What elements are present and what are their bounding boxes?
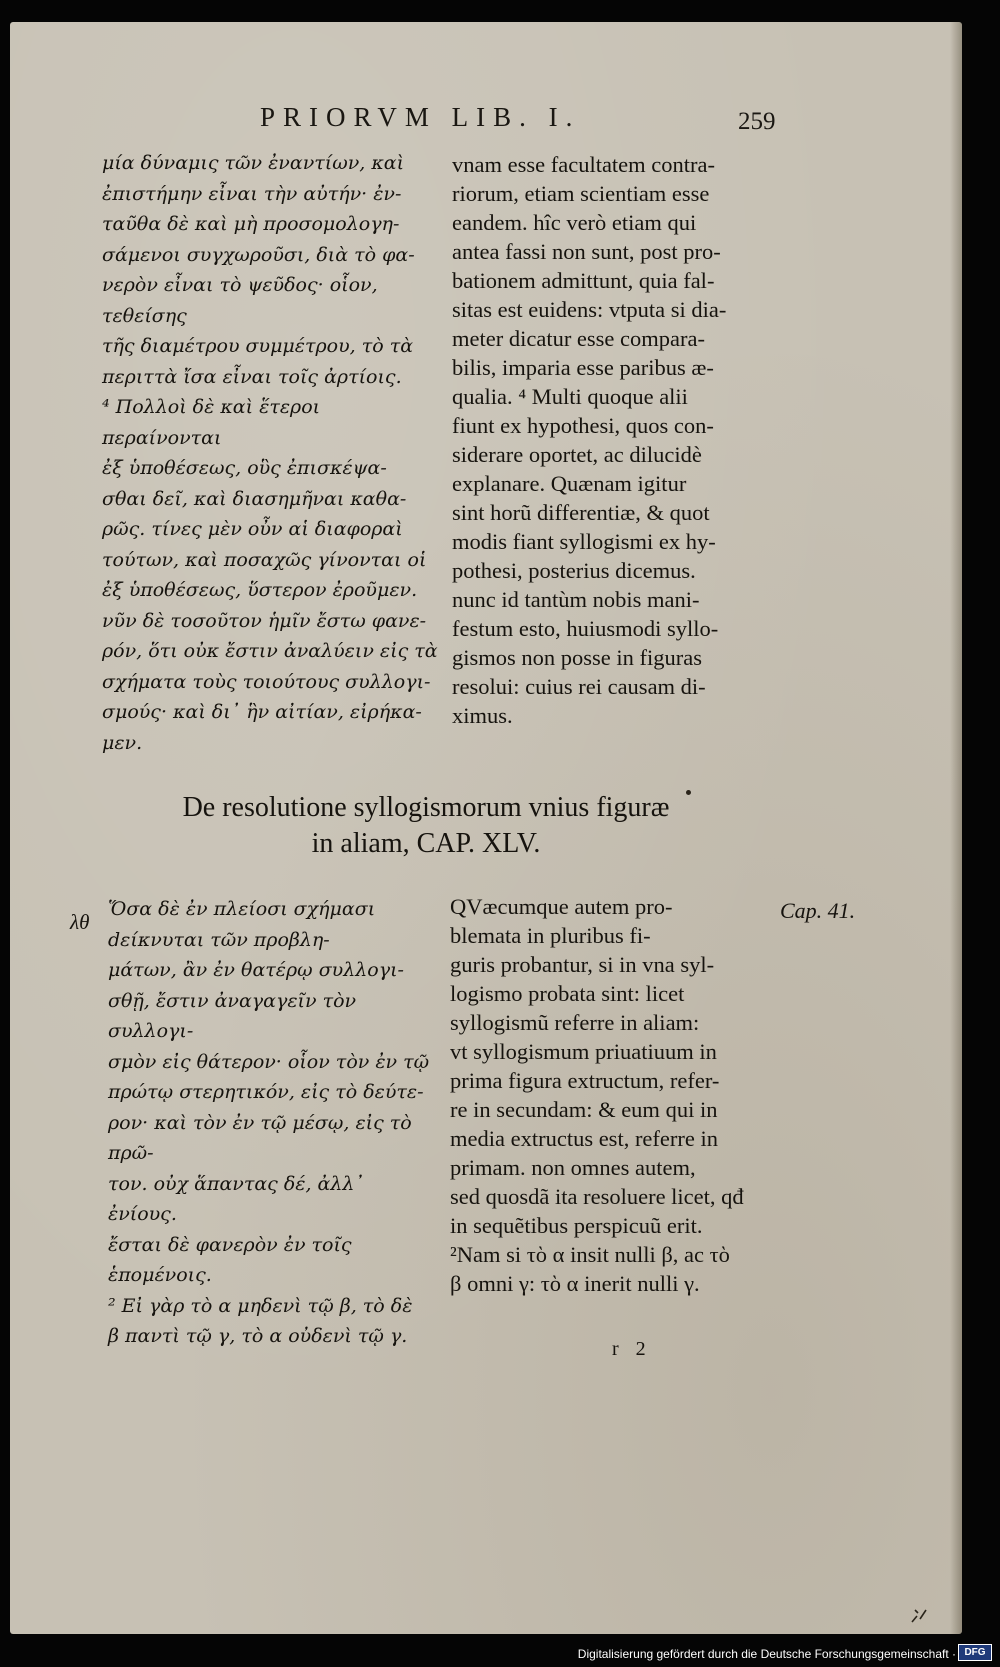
running-head: [10, 102, 962, 142]
latin-column-top: vnam esse facultatem contra- riorum, etiam scientiam esse eandem. hîc verò etiam qui antea fassi non sunt, post pro- bationem admittunt, quia fal- sitas est euidens: vtputa si dia- meter dicatur esse compara- bilis, imparia esse paribus æ- qualia. ⁴ Multi quoque alii fiunt ex hypothesi, quos con- siderare oportet, ac dilucidè explanare. Quænam igitur sint horũ differentiæ, & quot modis fiant syllogismi ex hy- pothesi, posterius dicemus. nunc id tantùm nobis mani- festum esto, huiusmodi syllo- gismos non posse in figuras resolui: cuius rei causam di- ximus.: [452, 152, 727, 728]
latin-column-bottom: QVæcumque autem pro- blemata in pluribus fi- guris probantur, si in vna syl- logismo probata sint: licet syllogismũ referre in aliam: vt syllogismum priuatiuum in prima figura extructum, refer- re in secundam: & eum qui in media extructus est, referre in primam. non omnes autem, sed quosdã ita resoluere licet, qđ in sequẽtibus perspicuũ erit. ²Nam si τὸ α insit nulli β, ac τὸ β omni γ: τὸ α inerit nulli γ.: [450, 894, 744, 1296]
dfg-logo: DFG: [958, 1644, 992, 1661]
book-page: [10, 22, 962, 1634]
greek-column-bottom: Ὅσα δὲ ἐν πλείοσι σχήμασι dείκνυται τῶν προβλη- μάτων, ἂν ἐν θατέρῳ συλλογι- σθῇ, ἔστιν ἀναγαγεῖν τὸν συλλογι- σμὸν εἰς θάτερον· οἷον τὸν ἐν τῷ πρώτῳ στερητικόν, εἰς τὸ δεύτε- ρον· καὶ τὸν ἐν τῷ μέσῳ, εἰς τὸ πρῶ- τον. οὐχ ἅπαντας δέ, ἀλλ᾽ ἐνίους. ἔσται δὲ φανερὸν ἐν τοῖς ἑπομένοις. ² Εἰ γὰρ τὸ α μηδενὶ τῷ β, τὸ δὲ β παντὶ τῷ γ, τὸ α οὐδενὶ τῷ γ.: [108, 898, 430, 1347]
margin-note-right: Cap. 41.: [780, 898, 856, 923]
signature-mark: r 2: [612, 1338, 652, 1360]
chapter-heading-line1: De resolutione syllogismorum vnius figuræ: [182, 792, 670, 823]
chapter-heading-line2: in aliam, CAP. XLV.: [311, 828, 541, 859]
page-number: 259: [738, 108, 776, 135]
ink-mark-icon: [908, 1604, 930, 1626]
page-edge-shadow: [950, 22, 962, 1634]
greek-column-top: μία δύναμις τῶν ἐναντίων, καὶ ἐπιστήμην εἶναι τὴν αὐτήν· ἐν- ταῦθα δὲ καὶ μὴ προσομολογη- σάμενοι συγχωροῦσι, διὰ τὸ φα- νερὸν εἶναι τὸ ψεῦδος· οἷον, τεθείσης τῆς διαμέτρου συμμέτρου, τὸ τὰ περιττὰ ἴσα εἶναι τοῖς ἀρτίοις. ⁴ Πολλοὶ δὲ καὶ ἕτεροι περαίνονται ἐξ ὑποθέσεως, οὓς ἐπισκέψα- σθαι δεῖ, καὶ διασημῆναι καθα- ρῶς. τίνες μὲν οὖν αἱ διαφοραὶ τούτων, καὶ ποσαχῶς γίνονται οἱ ἐξ ὑποθέσεως, ὕστερον ἐροῦμεν. νῦν δὲ τοσοῦτον ἡμῖν ἔστω φανε- ρόν, ὅτι οὐκ ἔστιν ἀναλύειν εἰς τὰ σχήματα τοὺς τοιούτους συλλογι- σμούς· καὶ δι᾽ ἣν αἰτίαν, εἰρήκα- μεν.: [102, 152, 438, 754]
footer-funding-text: Digitalisierung gefördert durch die Deutsche Forschungsgemeinschaft ·: [577, 1647, 956, 1661]
running-title: PRIORVM LIB. I.: [260, 102, 581, 132]
footer-bar: [0, 1637, 1000, 1667]
margin-note-left: λθ: [70, 910, 90, 934]
